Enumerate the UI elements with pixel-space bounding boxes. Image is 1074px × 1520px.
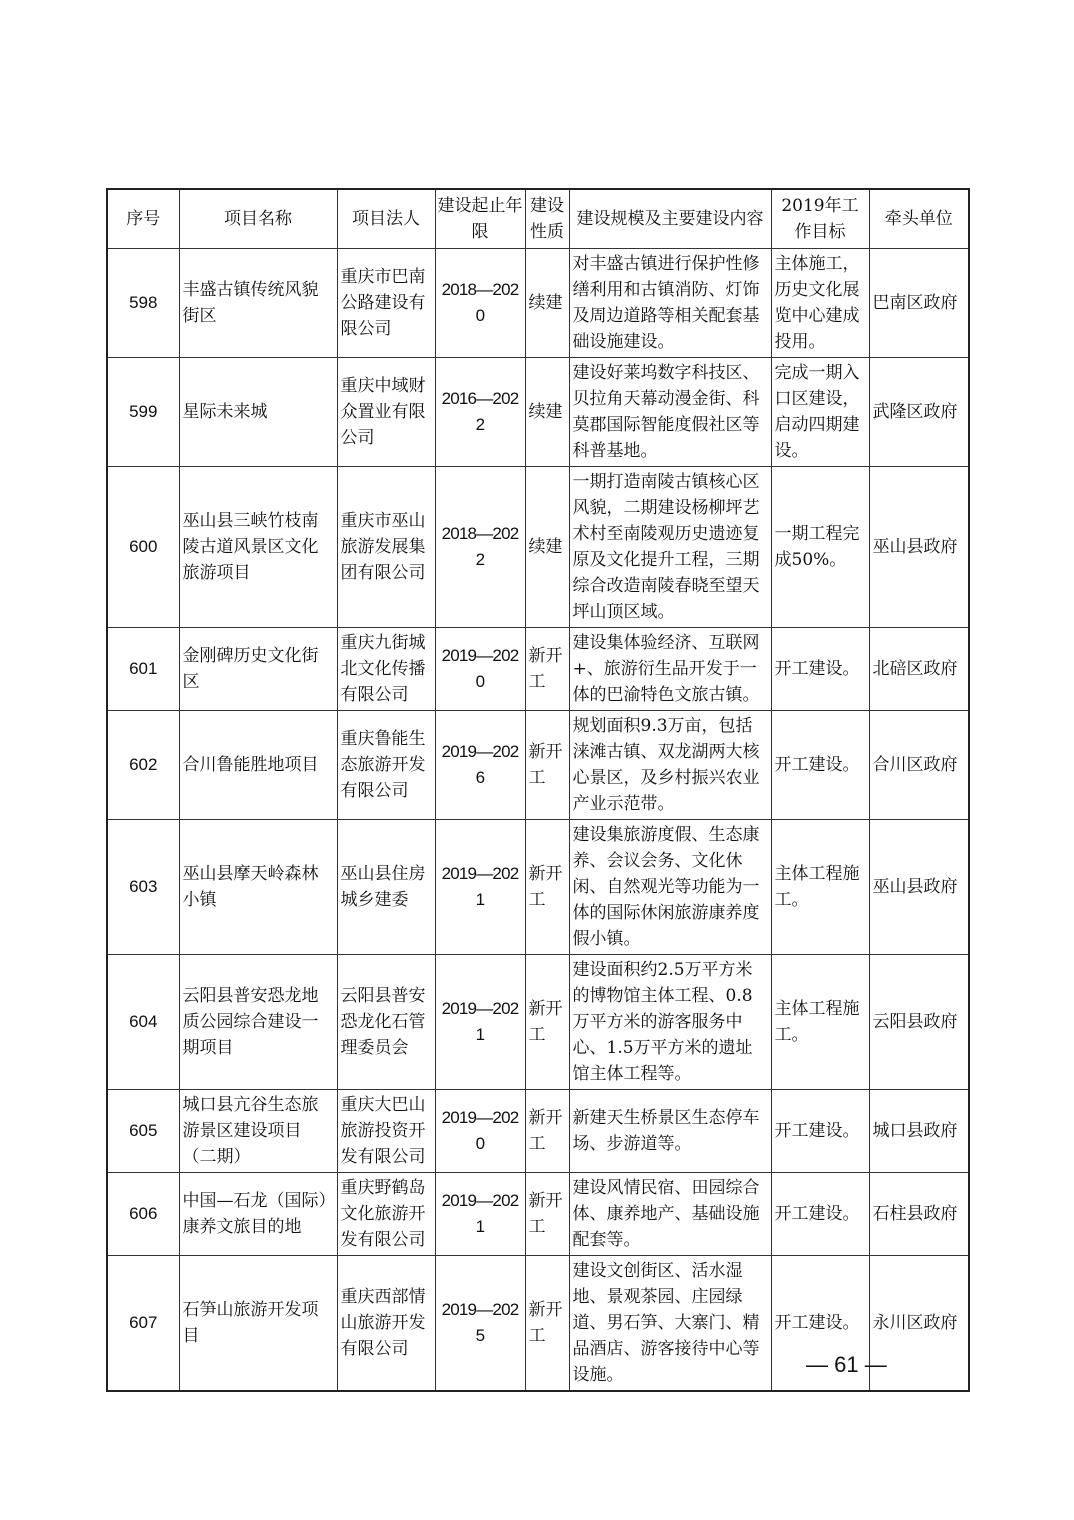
header-lead: 牵头单位 bbox=[869, 189, 969, 249]
cell-name: 石笋山旅游开发项目 bbox=[179, 1256, 337, 1392]
table-body bbox=[107, 249, 969, 1392]
cell-no: 606 bbox=[107, 1173, 179, 1256]
cell-nature: 新开工 bbox=[525, 628, 569, 711]
header-legal: 项目法人 bbox=[337, 189, 435, 249]
cell-legal: 重庆市巫山旅游发展集团有限公司 bbox=[337, 467, 435, 628]
table-row bbox=[107, 1173, 969, 1256]
cell-lead: 武隆区政府 bbox=[869, 358, 969, 467]
header-scope: 建设规模及主要建设内容 bbox=[569, 189, 771, 249]
cell-name: 中国—石龙（国际）康养文旅目的地 bbox=[179, 1173, 337, 1256]
table-row bbox=[107, 358, 969, 467]
header-no: 序号 bbox=[107, 189, 179, 249]
cell-lead: 巫山县政府 bbox=[869, 467, 969, 628]
cell-scope: 建设面积约2.5万平方米的博物馆主体工程、0.8万平方米的游客服务中心、1.5万平方米的遗址馆主体工程等。 bbox=[569, 955, 771, 1090]
cell-nature: 续建 bbox=[525, 249, 569, 358]
cell-legal: 云阳县普安恐龙化石管理委员会 bbox=[337, 955, 435, 1090]
cell-legal: 重庆九街城北文化传播有限公司 bbox=[337, 628, 435, 711]
header-row bbox=[107, 189, 969, 249]
cell-nature: 新开工 bbox=[525, 711, 569, 820]
cell-no: 603 bbox=[107, 820, 179, 955]
cell-legal: 巫山县住房城乡建委 bbox=[337, 820, 435, 955]
cell-legal: 重庆野鹤岛文化旅游开发有限公司 bbox=[337, 1173, 435, 1256]
table-row bbox=[107, 820, 969, 955]
header-goal: 2019年工作目标 bbox=[771, 189, 869, 249]
cell-no: 604 bbox=[107, 955, 179, 1090]
cell-nature: 新开工 bbox=[525, 820, 569, 955]
cell-years: 2019—2021 bbox=[435, 1173, 525, 1256]
table-row bbox=[107, 711, 969, 820]
cell-nature: 续建 bbox=[525, 358, 569, 467]
cell-goal: 开工建设。 bbox=[771, 711, 869, 820]
cell-scope: 建设集旅游度假、生态康养、会议会务、文化休闲、自然观光等功能为一体的国际休闲旅游康养度假小镇。 bbox=[569, 820, 771, 955]
cell-scope: 建设风情民宿、田园综合体、康养地产、基础设施配套等。 bbox=[569, 1173, 771, 1256]
cell-years: 2019—2021 bbox=[435, 820, 525, 955]
cell-name: 丰盛古镇传统风貌街区 bbox=[179, 249, 337, 358]
cell-lead: 永川区政府 bbox=[869, 1256, 969, 1392]
cell-name: 城口县亢谷生态旅游景区建设项目（二期） bbox=[179, 1090, 337, 1173]
cell-years: 2019—2021 bbox=[435, 955, 525, 1090]
header-name: 项目名称 bbox=[179, 189, 337, 249]
cell-scope: 建设集体验经济、互联网+、旅游衍生品开发于一体的巴渝特色文旅古镇。 bbox=[569, 628, 771, 711]
cell-name: 合川鲁能胜地项目 bbox=[179, 711, 337, 820]
cell-legal: 重庆市巴南公路建设有限公司 bbox=[337, 249, 435, 358]
cell-name: 星际未来城 bbox=[179, 358, 337, 467]
cell-scope: 建设好莱坞数字科技区、贝拉角天幕动漫金街、科莫郡国际智能度假社区等科普基地。 bbox=[569, 358, 771, 467]
cell-years: 2018—2020 bbox=[435, 249, 525, 358]
page-number: — 61 — bbox=[806, 1352, 887, 1377]
table-row bbox=[107, 955, 969, 1090]
cell-years: 2019—2025 bbox=[435, 1256, 525, 1392]
cell-years: 2019—2020 bbox=[435, 628, 525, 711]
cell-years: 2019—2026 bbox=[435, 711, 525, 820]
cell-goal: 主体工程施工。 bbox=[771, 955, 869, 1090]
table-row bbox=[107, 1090, 969, 1173]
cell-lead: 合川区政府 bbox=[869, 711, 969, 820]
cell-no: 600 bbox=[107, 467, 179, 628]
cell-nature: 新开工 bbox=[525, 955, 569, 1090]
cell-name: 金刚碑历史文化街区 bbox=[179, 628, 337, 711]
cell-lead: 云阳县政府 bbox=[869, 955, 969, 1090]
cell-legal: 重庆大巴山旅游投资开发有限公司 bbox=[337, 1090, 435, 1173]
cell-no: 602 bbox=[107, 711, 179, 820]
cell-name: 巫山县摩天岭森林小镇 bbox=[179, 820, 337, 955]
cell-legal: 重庆鲁能生态旅游开发有限公司 bbox=[337, 711, 435, 820]
cell-name: 云阳县普安恐龙地质公园综合建设一期项目 bbox=[179, 955, 337, 1090]
cell-scope: 一期打造南陵古镇核心区风貌，二期建设杨柳坪艺术村至南陵观历史遗迹复原及文化提升工程，三期综合改造南陵春晓至望天坪山顶区域。 bbox=[569, 467, 771, 628]
cell-legal: 重庆中域财众置业有限公司 bbox=[337, 358, 435, 467]
cell-scope: 新建天生桥景区生态停车场、步游道等。 bbox=[569, 1090, 771, 1173]
table-row bbox=[107, 249, 969, 358]
cell-lead: 巴南区政府 bbox=[869, 249, 969, 358]
cell-lead: 巫山县政府 bbox=[869, 820, 969, 955]
cell-nature: 新开工 bbox=[525, 1173, 569, 1256]
cell-goal: 开工建设。 bbox=[771, 1256, 869, 1392]
cell-goal: 完成一期入口区建设，启动四期建设。 bbox=[771, 358, 869, 467]
cell-no: 605 bbox=[107, 1090, 179, 1173]
cell-goal: 开工建设。 bbox=[771, 1090, 869, 1173]
cell-nature: 续建 bbox=[525, 467, 569, 628]
cell-lead: 北碚区政府 bbox=[869, 628, 969, 711]
table-row bbox=[107, 467, 969, 628]
cell-scope: 建设文创街区、活水湿地、景观茶园、庄园绿道、男石笋、大寨门、精品酒店、游客接待中心等设施。 bbox=[569, 1256, 771, 1392]
cell-legal: 重庆西部情山旅游开发有限公司 bbox=[337, 1256, 435, 1392]
cell-years: 2016—2022 bbox=[435, 358, 525, 467]
cell-goal: 开工建设。 bbox=[771, 1173, 869, 1256]
cell-nature: 新开工 bbox=[525, 1090, 569, 1173]
cell-name: 巫山县三峡竹枝南陵古道风景区文化旅游项目 bbox=[179, 467, 337, 628]
header-nature: 建设性质 bbox=[525, 189, 569, 249]
cell-goal: 主体施工，历史文化展览中心建成投用。 bbox=[771, 249, 869, 358]
cell-years: 2018—2022 bbox=[435, 467, 525, 628]
table-row bbox=[107, 628, 969, 711]
cell-goal: 主体工程施工。 bbox=[771, 820, 869, 955]
header-years: 建设起止年限 bbox=[435, 189, 525, 249]
cell-nature: 新开工 bbox=[525, 1256, 569, 1392]
cell-goal: 开工建设。 bbox=[771, 628, 869, 711]
cell-no: 601 bbox=[107, 628, 179, 711]
cell-no: 607 bbox=[107, 1256, 179, 1392]
cell-lead: 城口县政府 bbox=[869, 1090, 969, 1173]
cell-no: 598 bbox=[107, 249, 179, 358]
cell-years: 2019—2020 bbox=[435, 1090, 525, 1173]
project-table bbox=[106, 188, 970, 1392]
cell-no: 599 bbox=[107, 358, 179, 467]
cell-lead: 石柱县政府 bbox=[869, 1173, 969, 1256]
cell-goal: 一期工程完成50%。 bbox=[771, 467, 869, 628]
cell-scope: 对丰盛古镇进行保护性修缮利用和古镇消防、灯饰及周边道路等相关配套基础设施建设。 bbox=[569, 249, 771, 358]
cell-scope: 规划面积9.3万亩，包括涞滩古镇、双龙湖两大核心景区，及乡村振兴农业产业示范带。 bbox=[569, 711, 771, 820]
